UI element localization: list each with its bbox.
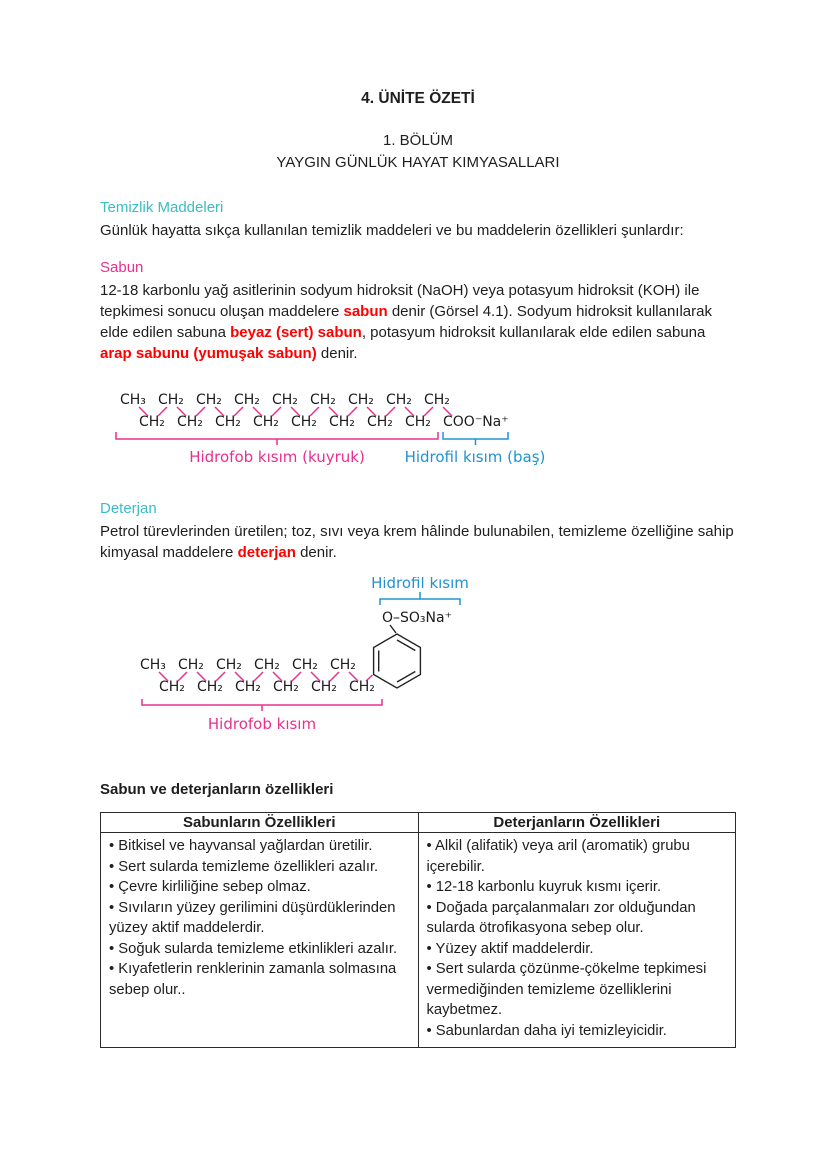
detergent-chain-group: CH₂ [254, 657, 280, 673]
soap-text-1: 12-18 karbonlu yağ asitlerinin sodyum hidroksit (NaOH) veya potasyum hidroksit (KOH) ile tepkimesi sonucu oluşan maddelere [100, 282, 700, 320]
table-body-row [101, 833, 736, 1048]
detergent-chain-group: CH₂ [159, 679, 185, 695]
soap-chain-group: CH₂ [291, 414, 317, 430]
detergent-text-1: Petrol türevlerinden üretilen; toz, sıvı veya krem hâlinde bulunabilen, temizleme özelliğine sahip kimyasal maddelere [100, 523, 734, 561]
term-arap-sabunu: arap sabunu (yumuşak sabun) [100, 345, 317, 362]
soap-text-4: denir. [316, 345, 358, 362]
soap-chain-group: CH₂ [158, 392, 184, 408]
hydrophilic-label: Hidrofil kısım [371, 577, 469, 592]
soap-chain-group: CH₂ [177, 414, 203, 430]
detergent-paragraph [100, 521, 736, 563]
soap-chain-group: CH₂ [139, 414, 165, 430]
detergent-chain-group: CH₂ [235, 679, 261, 695]
hydrophobic-label: Hidrofob kısım [207, 715, 317, 733]
soap-chain-group: CH₂ [234, 392, 260, 408]
feature-item: • Bitkisel ve hayvansal yağlardan üretilir. [109, 836, 410, 857]
feature-item: • 12-18 karbonlu kuyruk kısmı içerir. [427, 877, 728, 898]
detergent-chain-group: CH₂ [349, 679, 375, 695]
soap-paragraph [100, 280, 736, 364]
detergent-molecule-diagram [100, 577, 660, 735]
soap-chain-group: CH₃ [120, 392, 146, 408]
table-header-row [101, 813, 736, 833]
detergent-chain-group: CH₂ [216, 657, 242, 673]
hydrophobic-tail-label: Hidrofob kısım (kuyruk) [189, 448, 365, 466]
detergent-chain-group: CH₂ [292, 657, 318, 673]
soap-chain-group: CH₂ [424, 392, 450, 408]
feature-item: • Kıyafetlerin renklerinin zamanla solmasına sebep olur.. [109, 959, 410, 1000]
feature-item: • Sert sularda temizleme özellikleri azalır. [109, 857, 410, 878]
hydrophobic-bracket [142, 699, 382, 705]
detergent-chain-group: CH₂ [197, 679, 223, 695]
soap-chain-group: CH₂ [215, 414, 241, 430]
heading-detergent: Deterjan [100, 500, 157, 517]
soap-properties-cell [101, 833, 419, 1048]
soap-molecule-diagram [100, 386, 660, 472]
soap-text-3: , potasyum hidroksit kullanılarak elde edilen sabuna [361, 324, 706, 341]
benzene-ring [374, 634, 421, 688]
detergent-chain-group: CH₃ [140, 657, 166, 673]
soap-detergent-comparison-table [100, 812, 736, 1048]
term-deterjan: deterjan [237, 544, 296, 561]
hydrophilic-bracket [443, 432, 508, 439]
feature-item: • Alkil (alifatik) veya aril (aromatik) grubu içerebilir. [427, 836, 728, 877]
term-beyaz-sert-sabun: beyaz (sert) sabun [230, 324, 362, 341]
soap-text-2: denir (Görsel 4.1). Sodyum hidroksit kullanılarak elde edilen sabuna [100, 303, 712, 341]
term-sabun: sabun [343, 303, 388, 320]
section-heading: 1. BÖLÜM [382, 132, 454, 149]
feature-item: • Yüzey aktif maddelerdir. [427, 939, 728, 960]
hydrophilic-bracket [380, 599, 460, 605]
detergent-chain-group: CH₂ [330, 657, 356, 673]
feature-item: • Sabunlardan daha iyi temizleyicidir. [427, 1021, 728, 1042]
soap-chain-group: CH₂ [386, 392, 412, 408]
soap-chain-group: COO⁻Na⁺ [443, 414, 509, 430]
cleaning-agents-intro: Günlük hayatta sıkça kullanılan temizlik maddeleri ve bu maddelerin özellikleri şunlardır: [100, 222, 684, 239]
benzene-double-bond [397, 672, 415, 683]
column-header-soap: Sabunların Özellikleri [101, 813, 419, 833]
feature-item: • Sert sularda çözünme-çökelme tepkimesi vermediğinden temizleme özelliklerini kaybetmez. [427, 959, 728, 1021]
detergent-chain-group: CH₂ [273, 679, 299, 695]
feature-item: • Sıvıların yüzey gerilimini düşürdüklerinden yüzey aktif maddelerdir. [109, 898, 410, 939]
detergent-chain-group: CH₂ [311, 679, 337, 695]
feature-item: • Soğuk sularda temizleme etkinlikleri azalır. [109, 939, 410, 960]
feature-item: • Doğada parçalanmaları zor olduğundan sularda ötrofikasyona sebep olur. [427, 898, 728, 939]
table-section-title: Sabun ve deterjanların özellikleri [100, 781, 334, 798]
soap-chain-group: CH₂ [253, 414, 279, 430]
heading-soap: Sabun [100, 259, 144, 276]
benzene-double-bond [397, 640, 415, 651]
oxygen-ring-bond [390, 625, 396, 633]
soap-chain-group: CH₂ [348, 392, 374, 408]
soap-chain-group: CH₂ [272, 392, 298, 408]
sulfate-head-group: O–SO₃Na⁺ [382, 610, 452, 626]
detergent-chain-group: CH₂ [178, 657, 204, 673]
soap-chain-group: CH₂ [329, 414, 355, 430]
hydrophobic-bracket [116, 432, 438, 439]
soap-chain-group: CH₂ [405, 414, 431, 430]
detergent-text-2: denir. [295, 544, 337, 561]
column-header-detergent: Deterjanların Özellikleri [418, 813, 736, 833]
page-title: 4. ÜNİTE ÖZETİ [361, 90, 475, 107]
hydrophilic-head-label: Hidrofil kısım (baş) [404, 448, 546, 466]
feature-item: • Çevre kirliliğine sebep olmaz. [109, 877, 410, 898]
soap-chain-group: CH₂ [196, 392, 222, 408]
detergent-properties-cell [418, 833, 736, 1048]
heading-cleaning-agents: Temizlik Maddeleri [100, 199, 224, 216]
soap-chain-group: CH₂ [310, 392, 336, 408]
chapter-heading: YAYGIN GÜNLÜK HAYAT KIMYASALLARI [276, 154, 560, 171]
soap-chain-group: CH₂ [367, 414, 393, 430]
